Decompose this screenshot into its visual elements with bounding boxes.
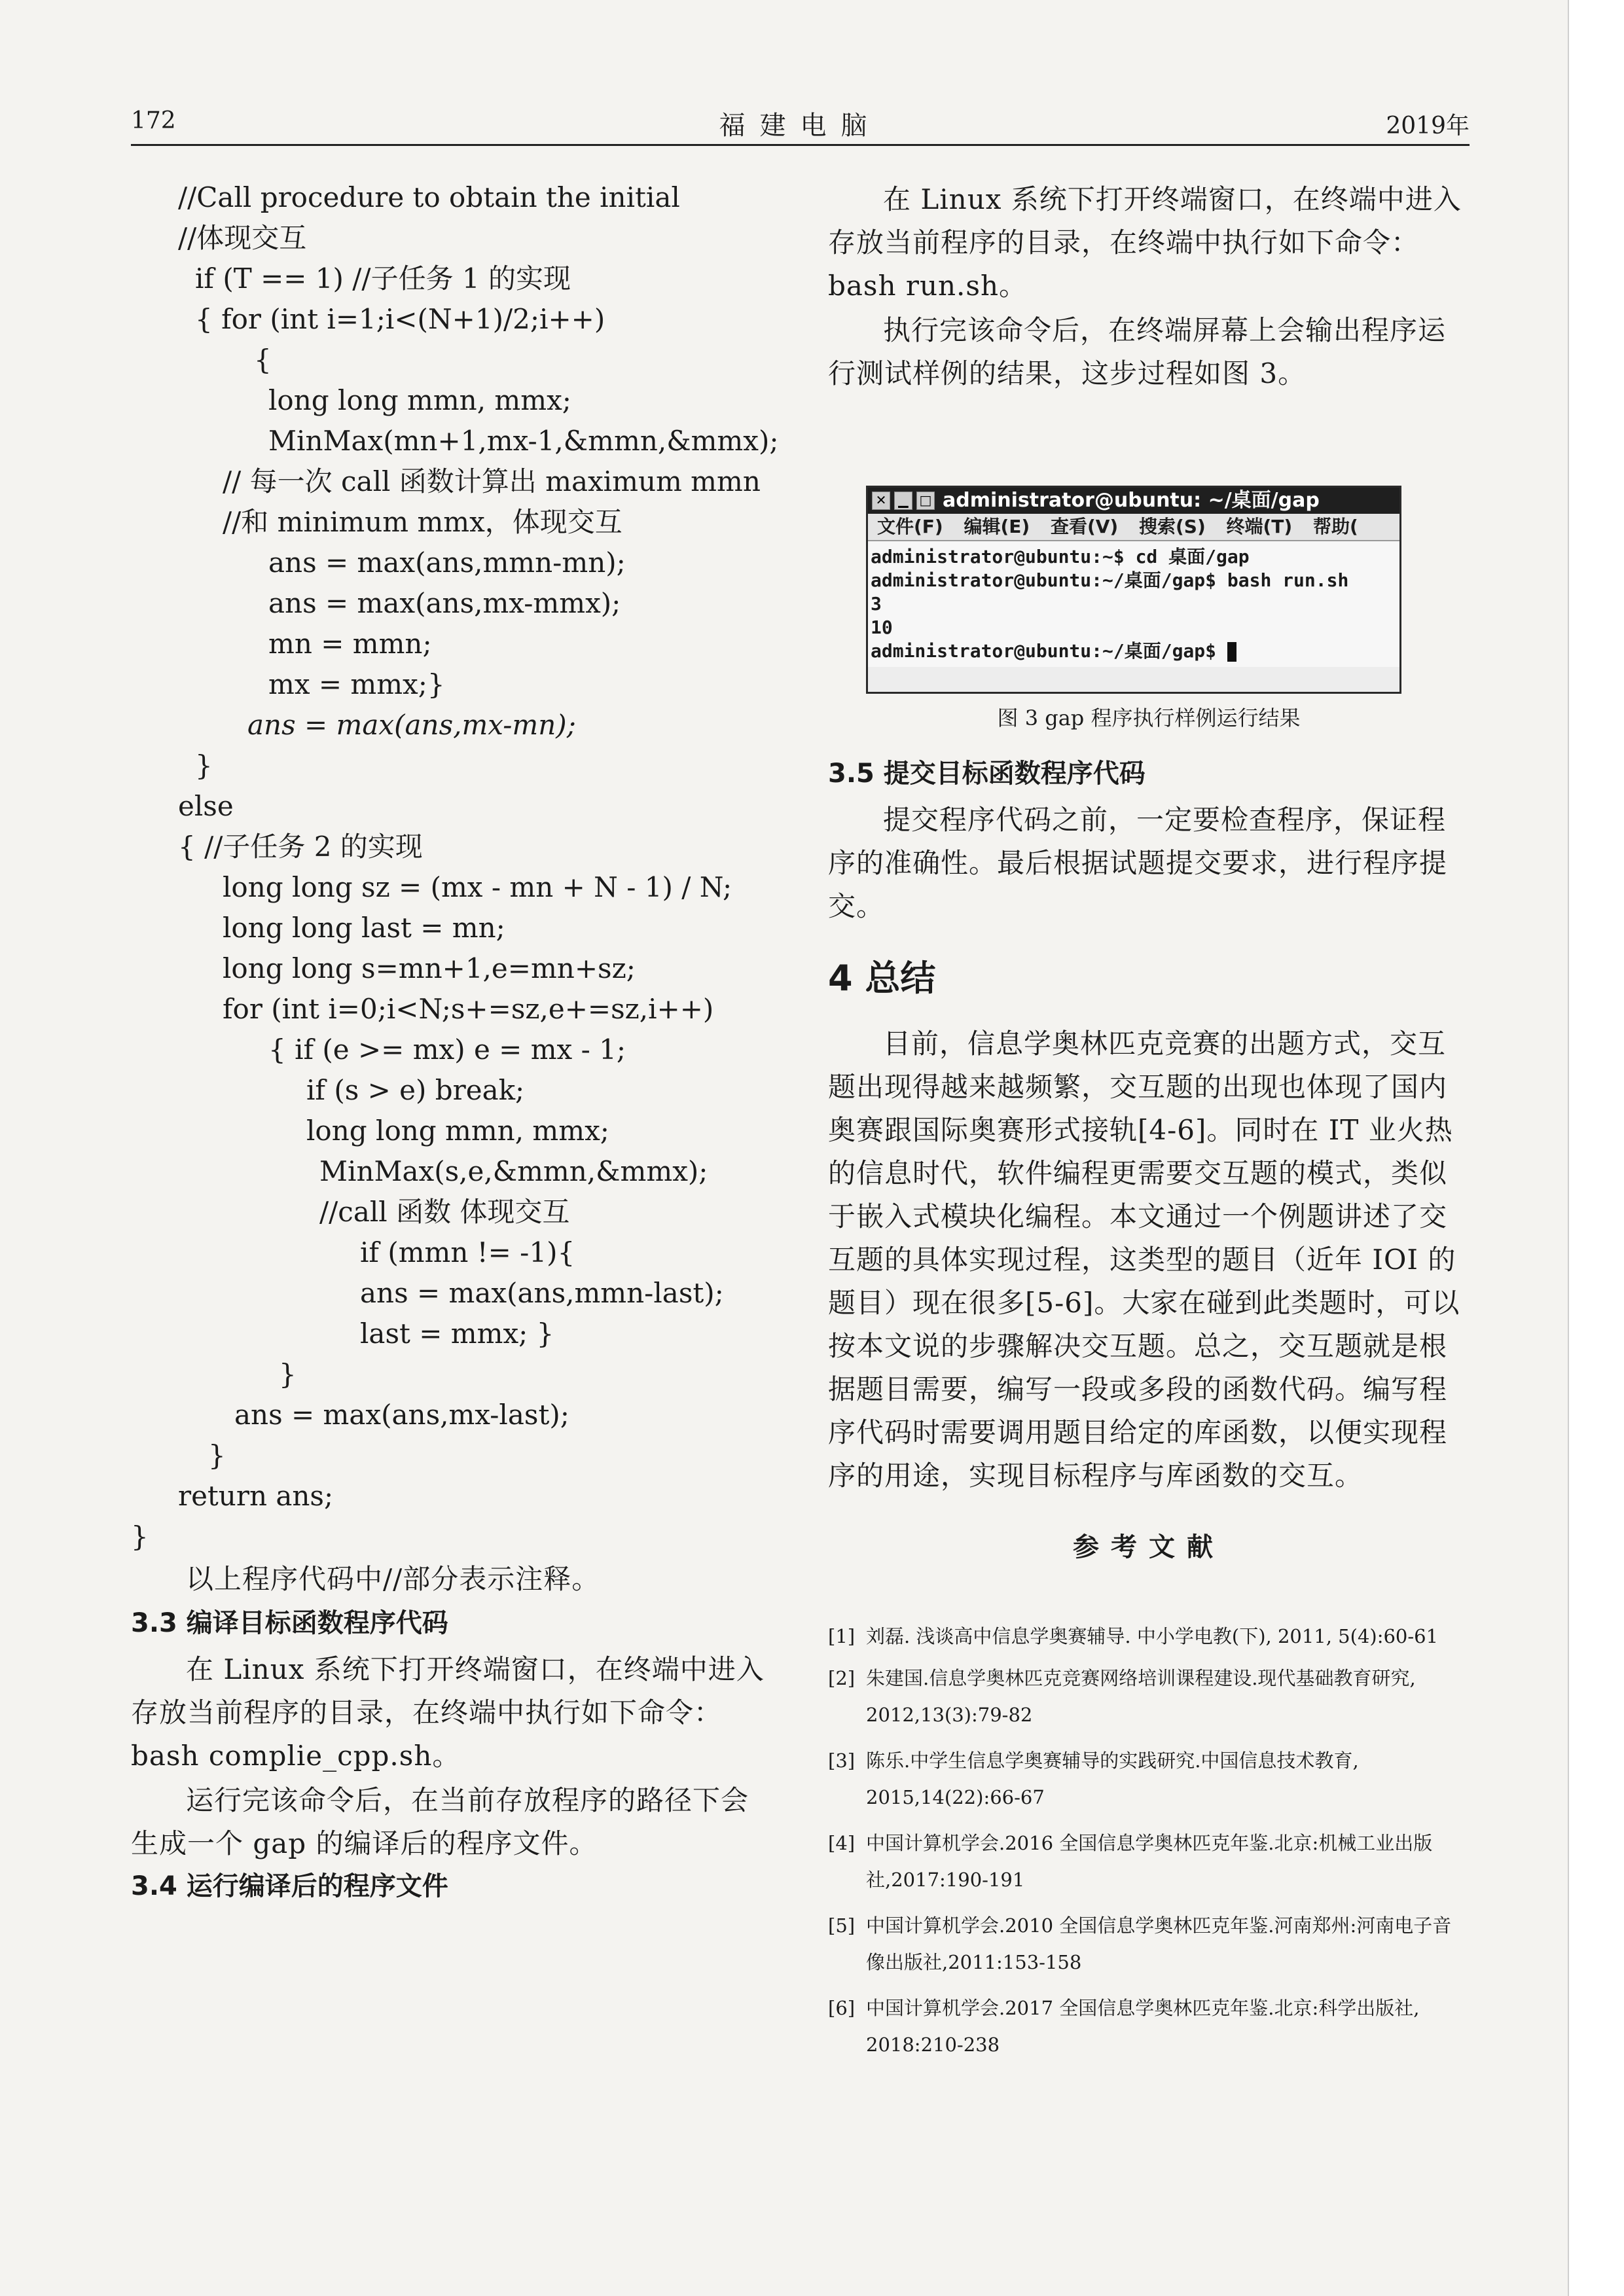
code-comment: //call 函数 体现交互 bbox=[319, 1196, 570, 1228]
code-line: for (int i=0;i<N;s+=sz,e+=sz,i++) bbox=[223, 993, 714, 1025]
menu-edit: 编辑(E) bbox=[964, 516, 1030, 537]
reference-item: [2] 朱建国.信息学奥林匹克竞赛网络培训课程建设.现代基础教育研究, 2012,13(3):79-82 bbox=[828, 1667, 1416, 1726]
terminal-line: 10 bbox=[871, 617, 893, 638]
code-comment: //和 minimum mmx，体现交互 bbox=[223, 506, 623, 538]
terminal-titlebar bbox=[868, 488, 1399, 514]
terminal-line: administrator@ubuntu:~/桌面/gap$ bash run.sh bbox=[871, 569, 1349, 591]
code-line: return ans; bbox=[178, 1480, 334, 1512]
maximize-icon: □ bbox=[916, 492, 935, 510]
terminal-menubar bbox=[868, 514, 1399, 541]
code-line: long long last = mn; bbox=[223, 912, 505, 944]
menu-terminal: 终端(T) bbox=[1226, 516, 1293, 537]
close-icon: ✕ bbox=[872, 492, 890, 510]
cursor-icon bbox=[1227, 642, 1236, 662]
reference-item: [5] 中国计算机学会.2010 全国信息学奥林匹克年鉴.河南郑州:河南电子音像出版社,2011:153-158 bbox=[828, 1914, 1452, 1973]
code-line: mx = mmx;} bbox=[268, 668, 445, 700]
code-line: MinMax(s,e,&mmn,&mmx); bbox=[319, 1155, 708, 1187]
code-line: //Call procedure to obtain the initial bbox=[178, 181, 680, 213]
reference-item: [3] 陈乐.中学生信息学奥赛辅导的实践研究.中国信息技术教育, 2015,14(22):66-67 bbox=[828, 1749, 1359, 1808]
section-3-4-para-1: 在 Linux 系统下打开终端窗口，在终端中进入存放当前程序的目录，在终端中执行如下命令：bash run.sh。 bbox=[828, 183, 1462, 302]
menu-file: 文件(F) bbox=[877, 516, 943, 537]
terminal-output bbox=[868, 541, 1399, 667]
code-line: long long mmn, mmx; bbox=[268, 384, 571, 416]
terminal-line: administrator@ubuntu:~$ cd 桌面/gap bbox=[871, 546, 1250, 567]
code-line: } bbox=[195, 749, 213, 781]
code-line: { //子任务 2 的实现 bbox=[178, 831, 423, 863]
menu-search: 搜索(S) bbox=[1138, 516, 1206, 537]
references-title: 参考文献 bbox=[1073, 1532, 1225, 1562]
code-line: ans = max(ans,mx-last); bbox=[234, 1399, 569, 1431]
code-line: } bbox=[279, 1358, 297, 1390]
code-line: else bbox=[178, 790, 234, 822]
code-line: long long mmn, mmx; bbox=[306, 1115, 609, 1147]
page-header bbox=[131, 105, 1470, 146]
figure-caption: 图 3 gap 程序执行样例运行结果 bbox=[997, 706, 1301, 730]
code-comment: // 每一次 call 函数计算出 maximum mmn bbox=[223, 465, 761, 497]
code-line: long long s=mn+1,e=mn+sz; bbox=[223, 952, 636, 984]
section-3-5-para: 提交程序代码之前，一定要检查程序，保证程序的准确性。最后根据试题提交要求，进行程序提交。 bbox=[828, 804, 1448, 922]
code-line: ans = max(ans,mmn-mn); bbox=[268, 547, 626, 579]
section-3-5-title: 3.5 提交目标函数程序代码 bbox=[828, 759, 1146, 789]
section-3-4-para-2: 执行完该命令后，在终端屏幕上会输出程序运行测试样例的结果，这步过程如图 3。 bbox=[828, 314, 1447, 389]
section-4-title: 4 总结 bbox=[828, 958, 936, 999]
reference-item: [4] 中国计算机学会.2016 全国信息学奥林匹克年鉴.北京:机械工业出版社,2017:190-191 bbox=[828, 1832, 1433, 1891]
code-line: last = mmx; } bbox=[360, 1318, 554, 1350]
section-3-3-para-1: 在 Linux 系统下打开终端窗口，在终端中进入存放当前程序的目录，在终端中执行如下命令：bash complie_cpp.sh。 bbox=[131, 1653, 765, 1772]
reference-item: [6] 中国计算机学会.2017 全国信息学奥林匹克年鉴.北京:科学出版社, 2018:210-238 bbox=[828, 1997, 1420, 2056]
code-line: //体现交互 bbox=[178, 222, 307, 254]
code-line: MinMax(mn+1,mx-1,&mmn,&mmx); bbox=[268, 425, 779, 457]
code-line: } bbox=[208, 1439, 226, 1471]
terminal-line: administrator@ubuntu:~/桌面/gap$ bbox=[871, 640, 1227, 662]
code-line: if (s > e) break; bbox=[306, 1074, 525, 1106]
page-number: 172 bbox=[131, 107, 176, 134]
terminal-title: administrator@ubuntu: ~/桌面/gap bbox=[943, 489, 1320, 512]
code-line: if (T == 1) //子任务 1 的实现 bbox=[195, 262, 571, 295]
code-line: { if (e >= mx) e = mx - 1; bbox=[268, 1033, 626, 1066]
journal-title: 福建电脑 bbox=[719, 111, 882, 141]
minimize-icon: ▁ bbox=[894, 492, 912, 510]
menu-view: 查看(V) bbox=[1050, 516, 1119, 537]
issue-year: 2019年 bbox=[1386, 113, 1470, 139]
section-4-para: 目前，信息学奥林匹克竞赛的出题方式，交互题出现得越来越频繁，交互题的出现也体现了国内奥赛跟国际奥赛形式接轨[4-6]。同时在 IT 业火热的信息时代，软件编程更需要交互题的模式，类似于嵌入式模块化编程。本文通过一个例题讲述了交互题的具体实现过程，这类型的题目（近年 IOI 的题目）现在很多[5-6]。大家在碰到此类题时，可以按本文说的步骤解决交互题。总之，交互题就是根据题目需要，编写一段或多段的函数代码。编写程序代码时需要调用题目给定的库函数，以便实现程序的用途，实现目标程序与库函数的交互。 bbox=[828, 1028, 1460, 1492]
code-line: } bbox=[131, 1520, 149, 1552]
code-line: { for (int i=1;i<(N+1)/2;i++) bbox=[195, 303, 605, 335]
menu-help: 帮助( bbox=[1312, 516, 1358, 537]
code-line: ans = max(ans,mx-mmx); bbox=[268, 587, 621, 619]
code-line: long long sz = (mx - mn + N - 1) / N; bbox=[223, 871, 732, 903]
terminal-screenshot bbox=[866, 486, 1401, 694]
code-line: { bbox=[254, 344, 272, 376]
terminal-line: 3 bbox=[871, 593, 882, 615]
code-line: ans = max(ans,mmn-last); bbox=[360, 1277, 724, 1309]
code-note: 以上程序代码中//部分表示注释。 bbox=[186, 1563, 600, 1595]
section-3-3-title: 3.3 编译目标函数程序代码 bbox=[131, 1608, 448, 1638]
reference-item: [1] 刘磊. 浅谈高中信息学奥赛辅导. 中小学电教(下), 2011, 5(4):60-61 bbox=[828, 1625, 1439, 1647]
page-edge bbox=[1568, 0, 1624, 2296]
code-line: mn = mmn; bbox=[268, 628, 432, 660]
section-3-3-para-2: 运行完该命令后，在当前存放程序的路径下会生成一个 gap 的编译后的程序文件。 bbox=[131, 1784, 749, 1859]
code-line: if (mmn != -1){ bbox=[360, 1236, 575, 1268]
section-3-4-title: 3.4 运行编译后的程序文件 bbox=[131, 1871, 448, 1901]
code-line: ans = max(ans,mx-mn); bbox=[247, 709, 576, 741]
